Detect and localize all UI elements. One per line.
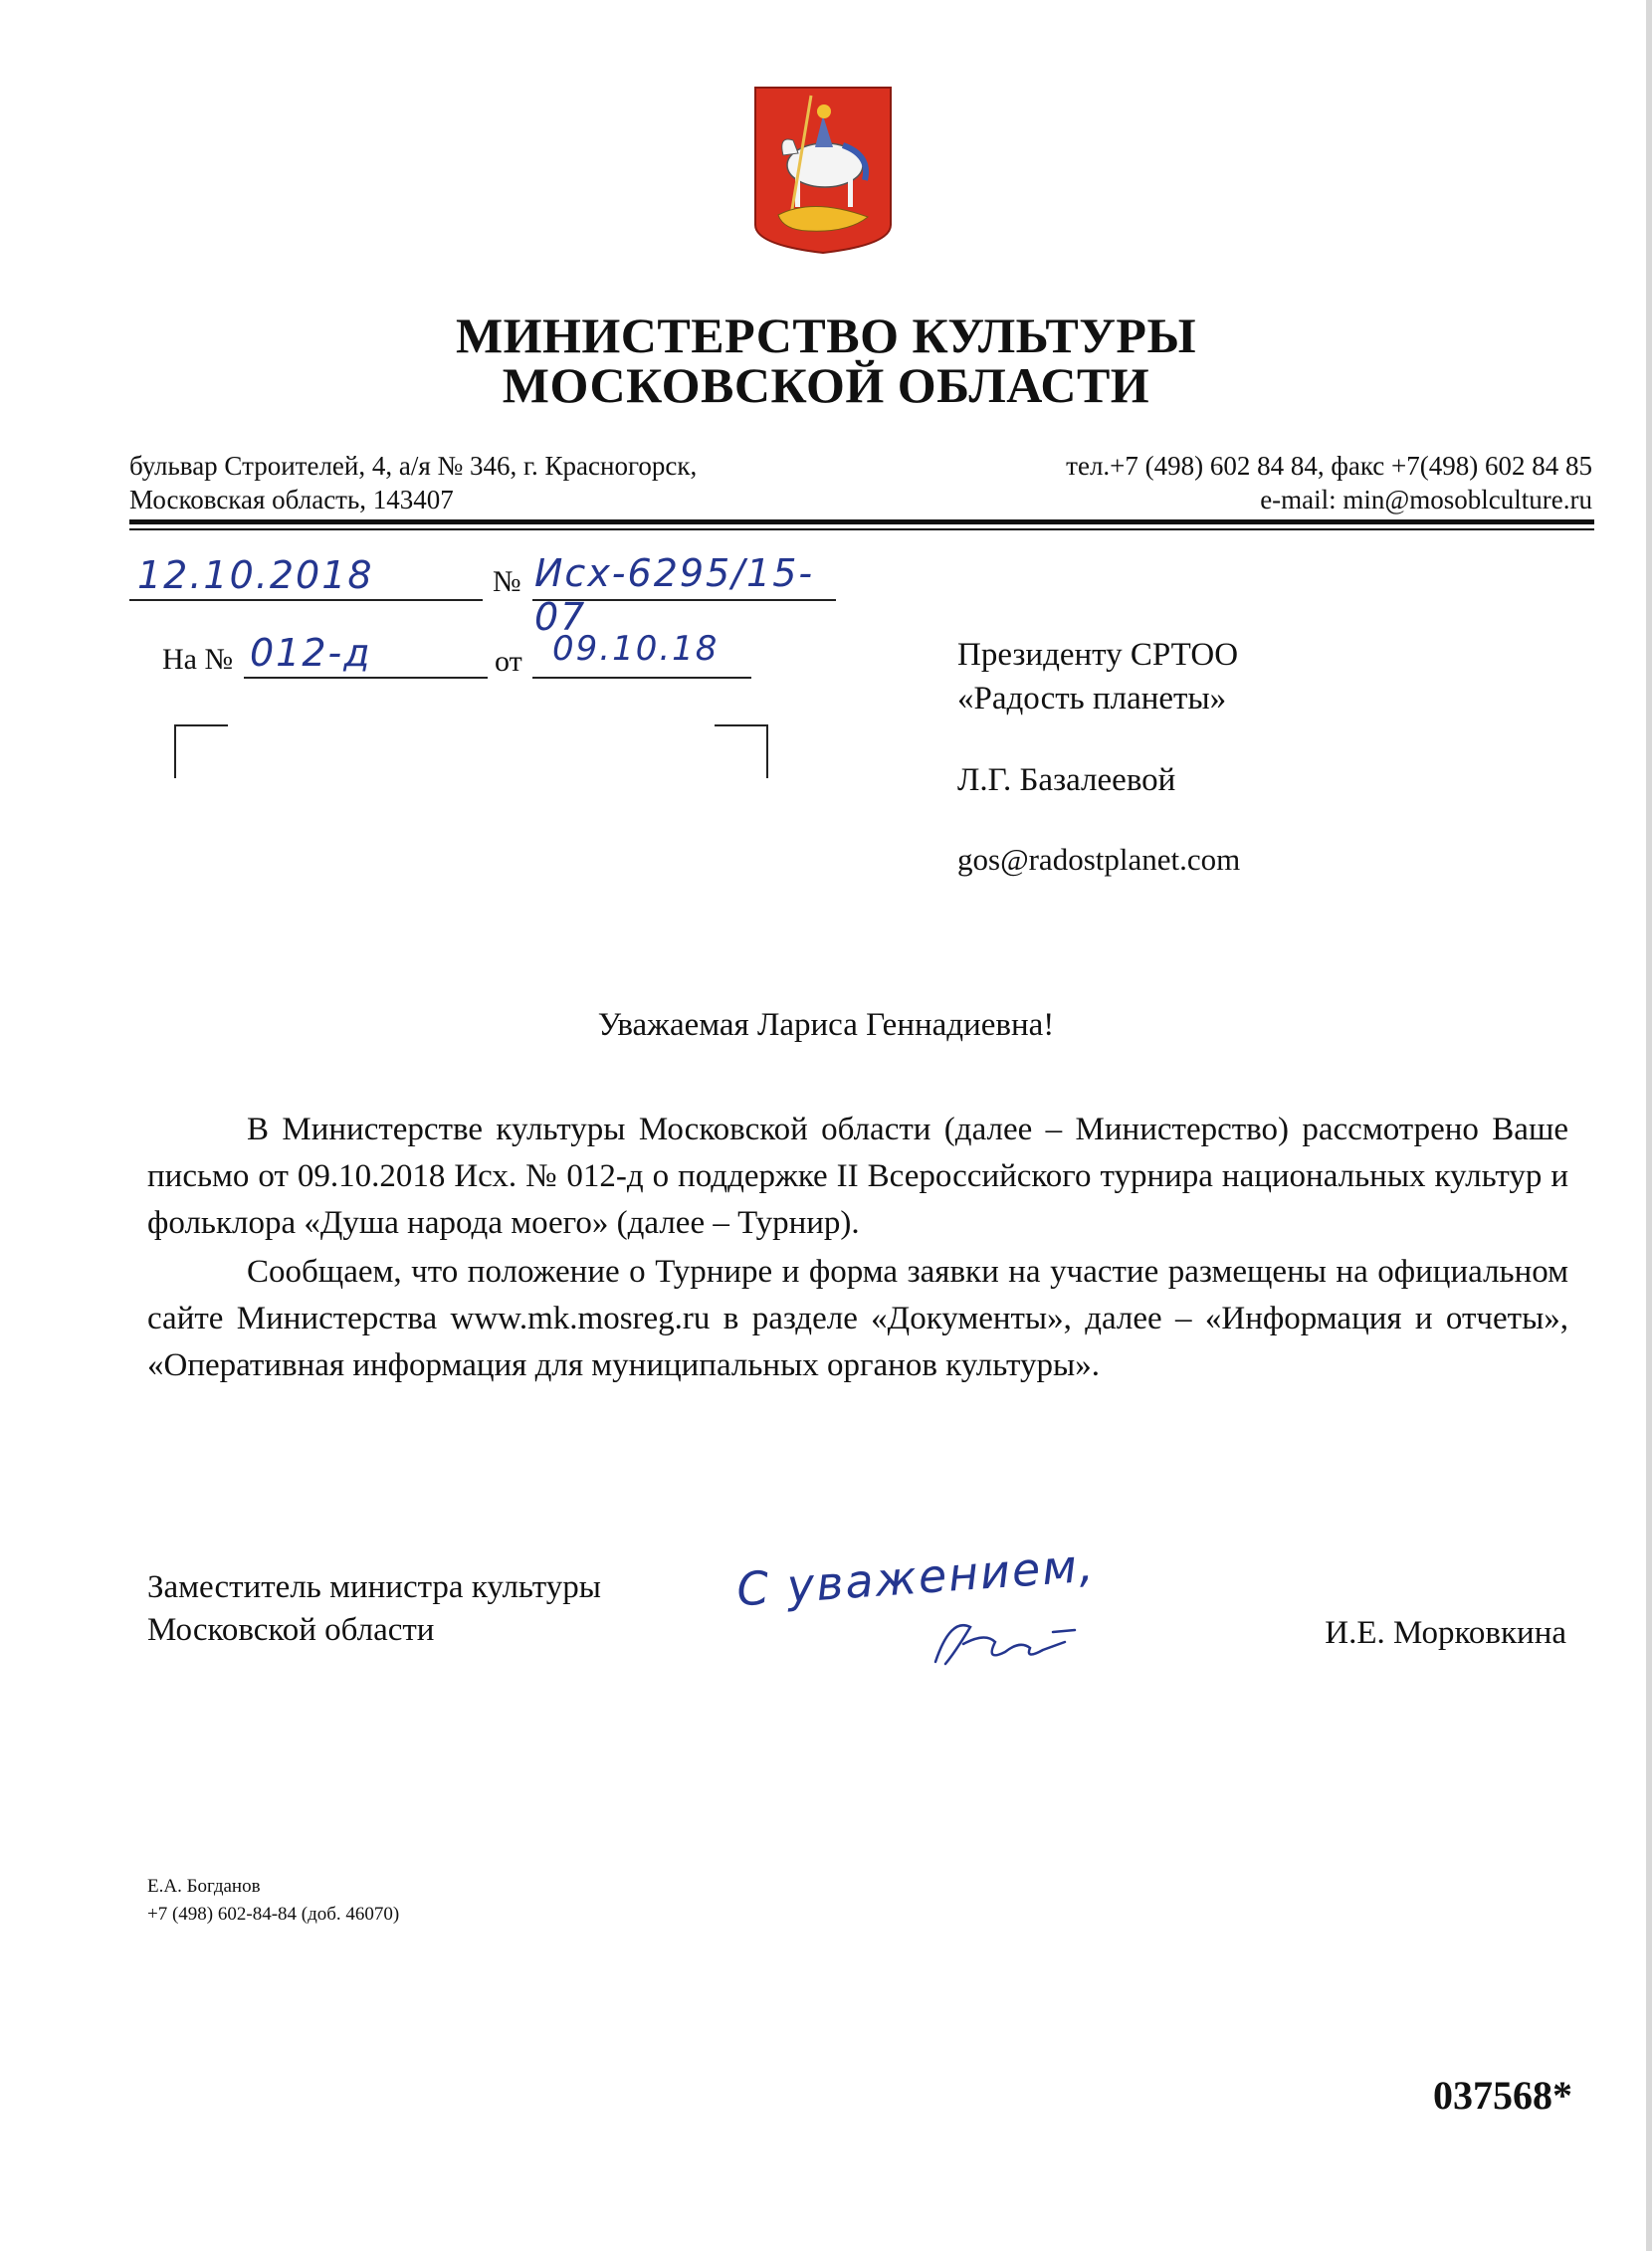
- address-line2: Московская область, 143407: [129, 485, 454, 514]
- from-label: от: [495, 645, 522, 678]
- corner-mark-left: [174, 724, 228, 778]
- paragraph-1: В Министерстве культуры Московской области (далее – Министерство) рассмотрено Ваше письмо от 09.10.2018 Исх. № 012-д о поддержке II Всероссийского турнира национальных культур и фольклора «Душа народа моего» (далее – Турнир).: [147, 1112, 1568, 1241]
- signature-icon: [926, 1612, 1095, 1672]
- recipient-line1: Президенту СРТОО: [957, 637, 1239, 673]
- executor-phone: +7 (498) 602-84-84 (доб. 46070): [147, 1904, 400, 1925]
- number-label: №: [493, 565, 521, 598]
- ref-number: 012-д: [250, 631, 372, 675]
- ref-label: На №: [162, 643, 234, 676]
- outgoing-date: 12.10.2018: [137, 553, 374, 597]
- paragraph-2: Сообщаем, что положение о Турнире и форма заявки на участие размещены на официальном сайте Министерства www.mk.mosreg.ru в разделе «Документы», далее – «Информация и отчеты», «Оперативная информация для муниципальных органов культуры».: [147, 1254, 1568, 1383]
- ref-date-field: [532, 629, 751, 679]
- number-field: [532, 551, 836, 639]
- date-field: [129, 553, 483, 601]
- header-rule-thin: [129, 528, 1594, 530]
- handwritten-regards: С уважением,: [734, 1537, 1098, 1617]
- greeting: Уважаемая Лариса Геннадиевна!: [597, 1007, 1055, 1043]
- executor-name: Е.А. Богданов: [147, 1876, 261, 1897]
- recipient-email: gos@radostplanet.com: [957, 842, 1241, 877]
- corner-mark-right: [715, 724, 768, 778]
- signatory-position-line1: Заместитель министра культуры: [147, 1569, 601, 1605]
- signatory-position-line2: Московской области: [147, 1612, 435, 1648]
- recipient-line2: «Радость планеты»: [957, 681, 1227, 716]
- contact-line1: тел.+7 (498) 602 84 84, факс +7(498) 602 84 85: [1066, 451, 1592, 481]
- coat-of-arms-icon: [753, 86, 893, 255]
- address-line1: бульвар Строителей, 4, а/я № 346, г. Красногорск,: [129, 451, 698, 481]
- letter-body: [147, 1107, 1568, 1389]
- signatory-name: И.Е. Морковкина: [1325, 1615, 1566, 1651]
- ref-number-field: [244, 631, 488, 679]
- recipient-name: Л.Г. Базалеевой: [957, 762, 1176, 798]
- contact-line2: e-mail: min@mosoblculture.ru: [1260, 485, 1592, 514]
- ref-date: 09.10.18: [552, 629, 720, 669]
- document-serial-number: 037568*: [1433, 2073, 1572, 2118]
- header-rule-thick: [129, 519, 1594, 524]
- ministry-title-line1: МИНИСТЕРСТВО КУЛЬТУРЫ: [455, 307, 1197, 363]
- outgoing-number: Исх-6295/15-07: [534, 551, 815, 639]
- ministry-title-line2: МОСКОВСКОЙ ОБЛАСТИ: [502, 357, 1150, 413]
